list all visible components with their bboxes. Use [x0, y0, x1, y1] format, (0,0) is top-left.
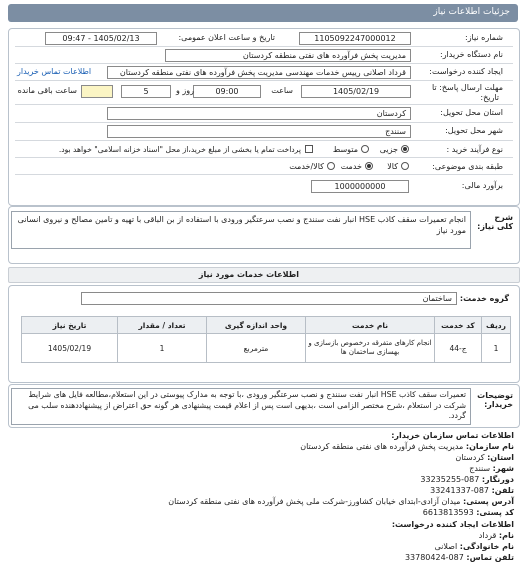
creator-label: ایجاد کننده درخواست: [429, 67, 503, 76]
table-row [22, 334, 511, 363]
remaining-label: ساعت باقی مانده [17, 86, 77, 95]
creator-phone: تلفن تماس: 087-33780424 [404, 553, 514, 562]
days-field: 5 [121, 85, 171, 98]
col-date: تاریخ نیاز [22, 317, 118, 334]
province-label: استان محل تحویل: [440, 108, 503, 117]
treasury-checkbox[interactable] [305, 145, 313, 153]
contact-address: آدرس پستی: میدان آزادی-ابتدای خیابان کشاورز-شرکت ملی پخش فرآورده های نفتی منطقه کردستان [168, 497, 514, 506]
notes-text: تعمیرات سقف کاذب HSE انبار نفت سنندج و نصب سرعتگیر ورودی ،با توجه به مدارک پیوستی در این استعلام،مطالعه فایل های شرایط شرکت در استعلام ،شرح مختصر الزامی است ،بدیهی است پس از اعلام قیمت پیشنهادی هر گونه حق اعتراض از پیشنهاددهنده سلب می گردد. [11, 388, 471, 425]
creator-contact-heading: اطلاعات ایجاد کننده درخواست: [391, 520, 514, 529]
creator-family: نام خانوادگی: اصلانی [434, 542, 514, 551]
deadline-date-field: 1405/02/19 [301, 85, 411, 98]
contact-province: استان: کردستان [455, 453, 514, 462]
contact-postal: کد پستی: 6613813593 [422, 508, 514, 517]
city-label: شهر محل تحویل: [445, 126, 503, 135]
cell-name: انجام کارهای متفرقه درخصوص بازسازی و بهسازی ساختمان ها [306, 334, 435, 363]
time-label: ساعت [271, 86, 293, 95]
notes-panel [8, 384, 520, 428]
col-unit: واحد اندازه گیری [207, 317, 306, 334]
summary-text: انجام تعمیرات سقف کاذب HSE انبار نفت سنندج و نصب سرعتگیر ورودی با استفاده از بن الباقی با تهیه و تامین مصالح و نیروی انسانی مورد نیاز [11, 211, 471, 249]
summary-panel [8, 206, 520, 264]
cell-date: 1405/02/19 [22, 334, 118, 363]
contact-fax: دورنگار: 087-33235255 [420, 475, 514, 484]
buyer-label: نام دستگاه خریدار: [440, 50, 503, 59]
buyer-field: مدیریت پخش فرآورده های نفتی منطقه کردستان [165, 49, 411, 62]
category-option-both: کالا/خدمت [289, 162, 324, 171]
category-radio-service[interactable] [365, 162, 373, 170]
days-label: روز و [176, 86, 194, 95]
category-label: طبقه بندی موضوعی: [432, 162, 503, 171]
need-number-label: شماره نیاز: [465, 33, 503, 42]
category-radio-goods[interactable] [401, 162, 409, 170]
creator-field: قرداد اصلانی رییس خدمات مهندسی مدیریت پخش فرآورده های نفتی منطقه کردستان [107, 66, 411, 79]
budget-field: 1000000000 [311, 180, 409, 193]
announce-label: تاریخ و ساعت اعلان عمومی: [178, 33, 275, 42]
services-section-bar [8, 267, 520, 283]
notes-label: توضیحات خریدار: [477, 391, 513, 409]
page-title: جزئیات اطلاعات نیاز [433, 7, 510, 17]
process-option-partial: جزیی [379, 145, 398, 154]
services-table [21, 316, 511, 363]
category-radio-both[interactable] [327, 162, 335, 170]
process-radio-partial[interactable] [401, 145, 409, 153]
contact-city: شهر: سنندج [469, 464, 514, 473]
deadline-time-field: 09:00 [193, 85, 261, 98]
col-code: کد خدمت [435, 317, 482, 334]
service-group-label: گروه خدمت: [459, 294, 509, 303]
col-name: نام خدمت [306, 317, 435, 334]
cell-row: 1 [482, 334, 511, 363]
treasury-note: پرداخت تمام یا بخشی از مبلغ خرید،از محل "اسناد خزانه اسلامی" خواهد بود. [58, 145, 301, 154]
province-field: کردستان [107, 107, 411, 120]
services-table-header [22, 317, 511, 334]
col-qty: تعداد / مقدار [118, 317, 207, 334]
process-option-medium: متوسط [332, 145, 358, 154]
budget-label: برآورد مالی: [461, 181, 503, 190]
services-panel [8, 285, 520, 383]
creator-name: نام: قرداد [478, 531, 514, 540]
col-row: ردیف [482, 317, 511, 334]
request-info-panel [8, 28, 520, 206]
summary-label: شرح کلی نیاز: [477, 213, 513, 231]
deadline-label-2: تاریخ: [480, 93, 499, 102]
contact-org: نام سازمان: مدیریت پخش فرآورده های نفتی منطقه کردستان [300, 442, 514, 451]
cell-unit: مترمربع [207, 334, 306, 363]
buyer-contact-link[interactable]: اطلاعات تماس خریدار [17, 67, 92, 76]
announce-field: 1405/02/13 - 09:47 [45, 32, 157, 45]
page-header [8, 4, 518, 22]
cell-qty: 1 [118, 334, 207, 363]
service-group-field: ساختمان [81, 292, 457, 305]
process-label: نوع فرآیند خرید : [446, 145, 503, 154]
cell-code: ج-44 [435, 334, 482, 363]
buyer-contact-heading: اطلاعات تماس سازمان خریدار: [391, 431, 514, 440]
process-radio-medium[interactable] [361, 145, 369, 153]
city-field: سنندج [107, 125, 411, 138]
category-option-goods: کالا [387, 162, 398, 171]
need-number-field: 1105092247000012 [299, 32, 411, 45]
remaining-hours-field [81, 85, 113, 98]
category-option-service: خدمت [340, 162, 362, 171]
services-section-title: اطلاعات خدمات مورد نیاز [198, 270, 299, 279]
contact-phone: تلفن: 087-33241337 [430, 486, 514, 495]
deadline-label: مهلت ارسال پاسخ: تا [431, 83, 503, 92]
